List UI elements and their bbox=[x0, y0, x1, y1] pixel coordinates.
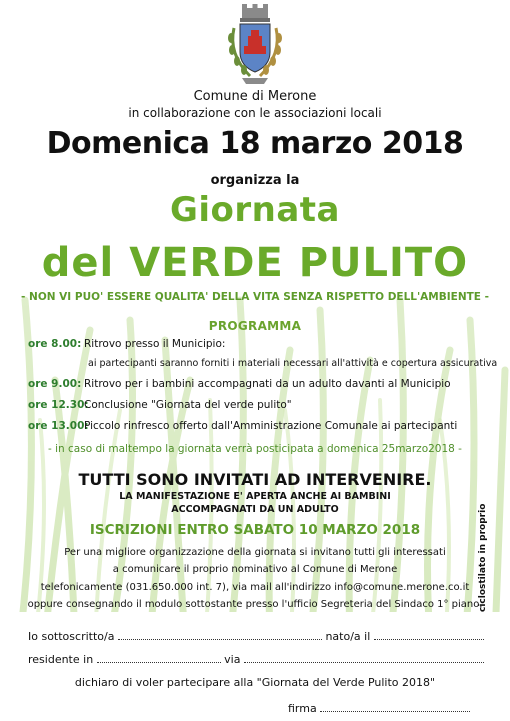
printing-note: ciclostilato in proprio bbox=[478, 503, 488, 612]
form-row-name bbox=[28, 630, 484, 643]
residence-field[interactable] bbox=[97, 653, 221, 663]
schedule-time: ore 9.00: bbox=[28, 378, 82, 390]
info-line-3: telefonicamente (031.650.000 int. 7), via mail all'indirizzo info@comune.merone.co.it bbox=[40, 582, 470, 593]
adult-accompany-line: ACCOMPAGNATI DA UN ADULTO bbox=[171, 504, 339, 515]
schedule-time: ore 8.00: bbox=[28, 338, 82, 350]
schedule-time: ore 12.30: bbox=[28, 399, 89, 411]
info-line-1: Per una migliore organizzazione della giornata si invitano tutti gli interessati bbox=[64, 547, 446, 558]
dichiaro-line: dichiaro di voler partecipare alla "Giornata del Verde Pulito 2018" bbox=[74, 676, 436, 689]
name-field[interactable] bbox=[118, 630, 322, 640]
crest-icon bbox=[220, 4, 290, 88]
maltempo-note: - in caso di maltempo la giornata verrà posticipata a domenica 25marzo2018 - bbox=[48, 443, 462, 455]
slogan: - NON VI PUO' ESSERE QUALITA' DELLA VITA SENZA RISPETTO DELL'AMBIENTE - bbox=[21, 291, 489, 303]
schedule-item bbox=[28, 399, 292, 411]
schedule-item bbox=[28, 338, 225, 350]
schedule-item bbox=[28, 378, 451, 390]
schedule-text: Ritrovo per i bambini accompagnati da un adulto davanti al Municipio bbox=[84, 378, 451, 390]
street-field[interactable] bbox=[244, 653, 484, 663]
title-verde-pulito: del VERDE PULITO bbox=[41, 240, 469, 286]
signature-field[interactable] bbox=[320, 702, 470, 712]
registration-deadline: ISCRIZIONI ENTRO SABATO 10 MARZO 2018 bbox=[89, 522, 421, 538]
schedule-item bbox=[28, 420, 457, 432]
firma-label: firma bbox=[288, 702, 317, 715]
event-date: Domenica 18 marzo 2018 bbox=[46, 126, 464, 161]
schedule-detail: ai partecipanti saranno forniti i materiali necessari all'attività e copertura assicurativa bbox=[88, 358, 498, 369]
title-giornata: Giornata bbox=[169, 190, 341, 230]
info-line-4: oppure consegnando il modulo sottostante presso l'ufficio Segreteria del Sindaco 1° piano. bbox=[27, 599, 483, 610]
via-label: via bbox=[224, 653, 241, 666]
schedule-text: Conclusione "Giornata del verde pulito" bbox=[84, 399, 292, 411]
form-row-signature bbox=[288, 702, 470, 715]
form-row-address bbox=[28, 653, 484, 666]
collaboration-line: in collaborazione con le associazioni locali bbox=[128, 106, 382, 120]
birthdate-field[interactable] bbox=[374, 630, 484, 640]
programma-heading: PROGRAMMA bbox=[208, 319, 302, 333]
info-line-2: a comunicare il proprio nominativo al Comune di Merone bbox=[112, 564, 398, 575]
children-allowed-line: LA MANIFESTAZIONE E' APERTA ANCHE AI BAMBINI bbox=[119, 491, 391, 502]
schedule-text: Piccolo rinfresco offerto dall'Amministrazione Comunale ai partecipanti bbox=[84, 420, 458, 432]
schedule-time: ore 13.00: bbox=[28, 420, 89, 432]
organizza-line: organizza la bbox=[210, 173, 300, 188]
nato-label: nato/a il bbox=[325, 630, 371, 643]
comune-name: Comune di Merone bbox=[193, 89, 317, 104]
sottoscritto-label: Io sottoscritto/a bbox=[28, 630, 115, 643]
schedule-text: Ritrovo presso il Municipio: bbox=[84, 338, 226, 350]
residente-label: residente in bbox=[28, 653, 94, 666]
invitation-headline: TUTTI SONO INVITATI AD INTERVENIRE. bbox=[78, 470, 432, 489]
